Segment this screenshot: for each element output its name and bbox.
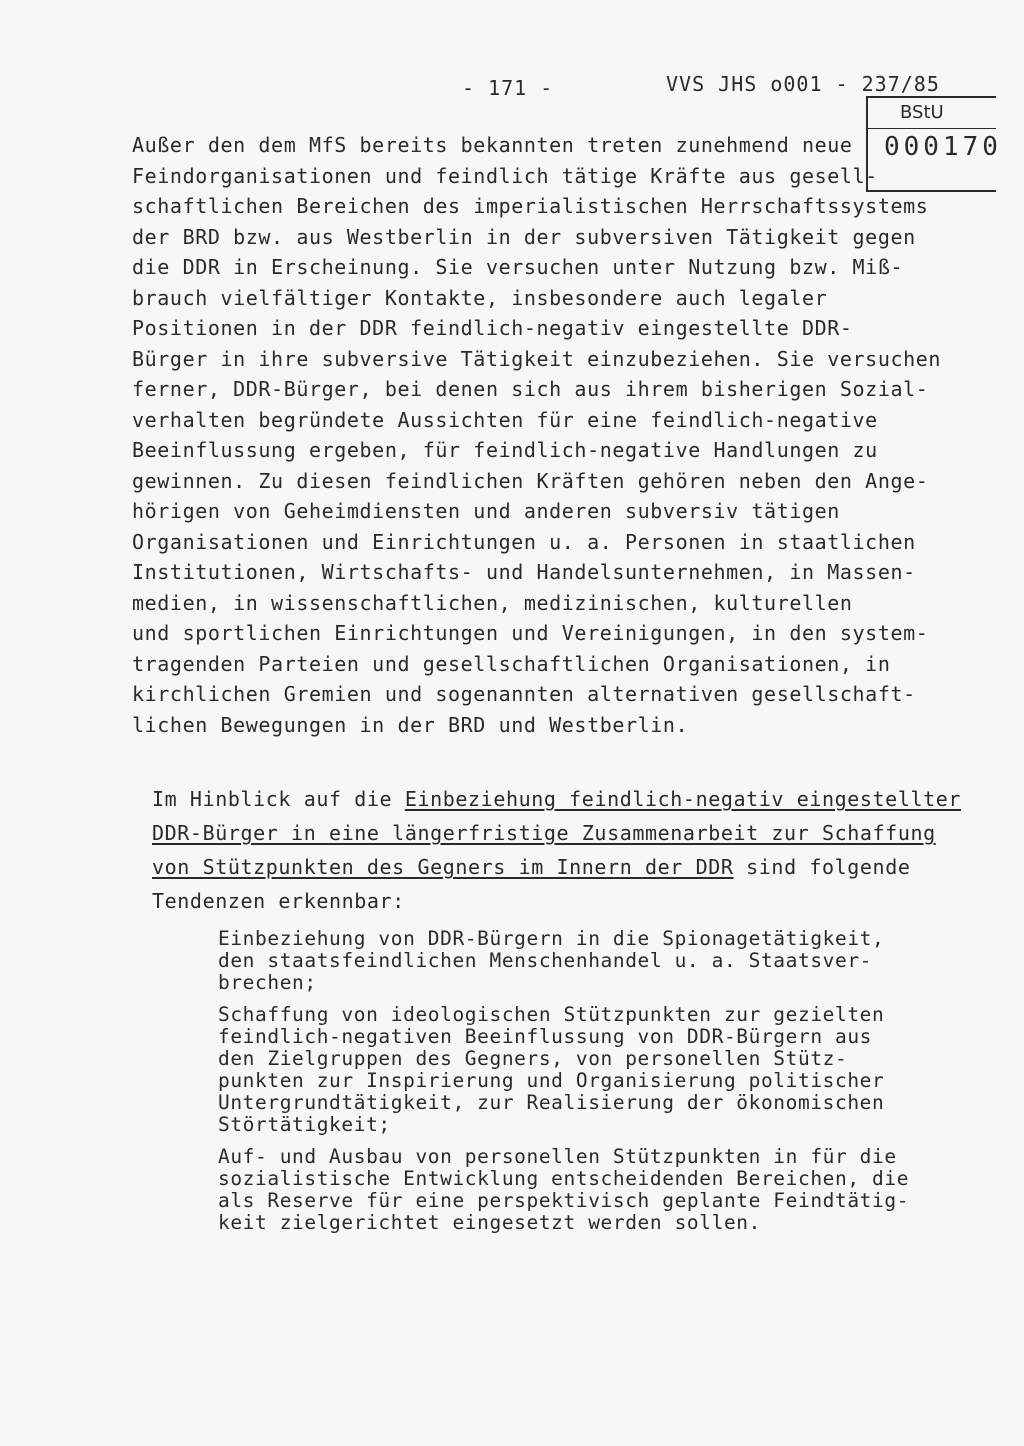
text-line: als Reserve für eine perspektivisch geplante Feindtätig- bbox=[218, 1189, 910, 1212]
list-item bbox=[218, 1146, 918, 1234]
underlined-text: Einbeziehung feindlich-negativ eingestellter bbox=[404, 787, 962, 811]
text-line: Institutionen, Wirtschafts- und Handelsunternehmen, in Massen- bbox=[132, 560, 916, 584]
text-line: die DDR in Erscheinung. Sie versuchen unter Nutzung bzw. Miß- bbox=[132, 255, 904, 279]
text-line: der BRD bzw. aus Westberlin in der subversiven Tätigkeit gegen bbox=[132, 224, 916, 249]
underlined-text: DDR-Bürger in eine längerfristige Zusammenarbeit zur Schaffung bbox=[152, 821, 936, 845]
text-line: Auf- und Ausbau von personellen Stützpunkten in für die bbox=[218, 1145, 897, 1168]
text-line: Störtätigkeit; bbox=[218, 1113, 391, 1136]
text-line bbox=[152, 782, 962, 816]
stamp-label: BStU bbox=[900, 102, 944, 123]
text-line bbox=[152, 816, 942, 850]
text-line: brechen; bbox=[218, 971, 317, 994]
text-line: Außer den dem MfS bereits bekannten treten zunehmend neue bbox=[132, 133, 853, 157]
text-line: tragenden Parteien und gesellschaftlichen Organisationen, in bbox=[132, 651, 891, 676]
text-line: Schaffung von ideologischen Stützpunkten zur gezielten bbox=[218, 1003, 885, 1026]
stamp-divider bbox=[868, 128, 996, 129]
text-line: ferner, DDR-Bürger, bei denen sich aus ihrem bisherigen Sozial- bbox=[132, 377, 929, 401]
list-item bbox=[218, 1004, 918, 1136]
text-line: feindlich-negativen Beeinflussung von DDR-Bürgern aus bbox=[218, 1025, 873, 1048]
text-line: brauch vielfältiger Kontakte, insbesondere auch legaler bbox=[132, 285, 828, 310]
text-line: medien, in wissenschaftlichen, medizinischen, kulturellen bbox=[132, 590, 853, 615]
text-line bbox=[152, 850, 942, 884]
text-line: Untergrundtätigkeit, zur Realisierung der ökonomischen bbox=[218, 1091, 885, 1114]
text-line: verhalten begründete Aussichten für eine feindlich-negative bbox=[132, 407, 878, 432]
text-line: Einbeziehung von DDR-Bürgern in die Spionagetätigkeit, bbox=[218, 927, 885, 950]
document-reference: VVS JHS o001 - 237/85 bbox=[666, 72, 940, 96]
text-line: Organisationen und Einrichtungen u. a. Personen in staatlichen bbox=[132, 529, 916, 554]
text-line: den Zielgruppen des Gegners, von personellen Stütz- bbox=[218, 1047, 848, 1070]
underlined-text: von Stützpunkten des Gegners im Innern der DDR bbox=[152, 855, 734, 879]
stamp-number: 000170 bbox=[884, 132, 1002, 162]
text-line: kirchlichen Gremien und sogenannten alternativen gesellschaft- bbox=[132, 682, 916, 706]
text-line: Positionen in der DDR feindlich-negativ eingestellte DDR- bbox=[132, 316, 853, 340]
text-line: Feindorganisationen und feindlich tätige Kräfte aus gesell- bbox=[132, 163, 878, 188]
text-line: und sportlichen Einrichtungen und Vereinigungen, in den system- bbox=[132, 621, 929, 645]
text-line: den staatsfeindlichen Menschenhandel u. a. Staatsver- bbox=[218, 949, 873, 972]
text-line: keit zielgerichtet eingesetzt werden sollen. bbox=[218, 1211, 761, 1234]
text-line: sozialistische Entwicklung entscheidenden Bereichen, die bbox=[218, 1167, 910, 1190]
text-line: schaftlichen Bereichen des imperialistischen Herrschaftssystems bbox=[132, 194, 929, 218]
text-line: Tendenzen erkennbar: bbox=[152, 889, 405, 913]
paragraph-2 bbox=[152, 782, 962, 918]
text-prefix: Im Hinblick auf die bbox=[152, 787, 405, 811]
paragraph-1 bbox=[132, 130, 942, 740]
text-line: gewinnen. Zu diesen feindlichen Kräften gehören neben den Ange- bbox=[132, 468, 929, 493]
text-line: Bürger in ihre subversive Tätigkeit einzubeziehen. Sie versuchen bbox=[132, 346, 942, 371]
page-number: - 171 - bbox=[462, 76, 554, 100]
text-suffix: sind folgende bbox=[733, 855, 911, 879]
list-item bbox=[218, 928, 918, 994]
text-line: punkten zur Inspirierung und Organisierung politischer bbox=[218, 1069, 885, 1092]
text-line: lichen Bewegungen in der BRD und Westberlin. bbox=[132, 712, 689, 737]
text-line: hörigen von Geheimdiensten und anderen subversiv tätigen bbox=[132, 499, 840, 523]
text-line: Beeinflussung ergeben, für feindlich-negative Handlungen zu bbox=[132, 438, 878, 462]
